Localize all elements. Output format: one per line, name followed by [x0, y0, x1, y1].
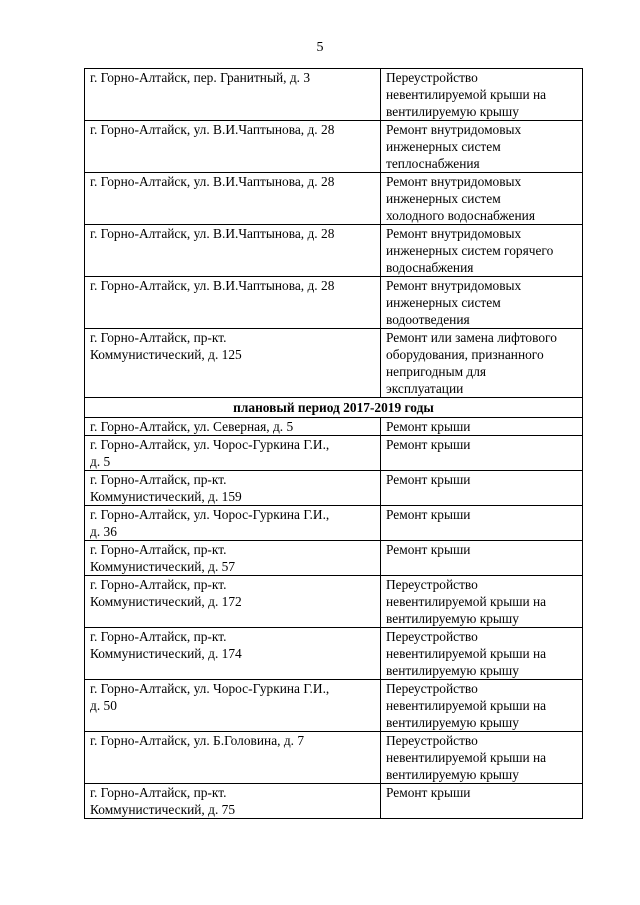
address-cell: г. Горно-Алтайск, пр-кт. Коммунистический, д. 172 — [85, 576, 381, 628]
work-type-cell: Ремонт внутридомовых инженерных систем водоотведения — [381, 277, 583, 329]
table-row — [85, 121, 583, 173]
work-type-cell: Переустройство невентилируемой крыши на вентилируемую крышу — [381, 576, 583, 628]
work-type-cell: Переустройство невентилируемой крыши на вентилируемую крышу — [381, 732, 583, 784]
work-type-cell: Переустройство невентилируемой крыши на вентилируемую крышу — [381, 628, 583, 680]
table-row — [85, 418, 583, 436]
works-table-body — [85, 69, 583, 819]
address-cell: г. Горно-Алтайск, пер. Гранитный, д. 3 — [85, 69, 381, 121]
table-row — [85, 732, 583, 784]
section-title: плановый период 2017-2019 годы — [85, 398, 583, 418]
table-row — [85, 173, 583, 225]
address-cell: г. Горно-Алтайск, ул. В.И.Чаптынова, д. 28 — [85, 121, 381, 173]
address-cell: г. Горно-Алтайск, ул. Б.Головина, д. 7 — [85, 732, 381, 784]
table-row — [85, 541, 583, 576]
page-number: 5 — [316, 40, 324, 55]
table-row — [85, 784, 583, 819]
work-type-cell: Переустройство невентилируемой крыши на вентилируемую крышу — [381, 69, 583, 121]
work-type-cell: Ремонт крыши — [381, 506, 583, 541]
table-row — [85, 69, 583, 121]
address-cell: г. Горно-Алтайск, ул. В.И.Чаптынова, д. 28 — [85, 173, 381, 225]
table-row — [85, 471, 583, 506]
address-cell: г. Горно-Алтайск, ул. Чорос-Гуркина Г.И., д. 5 — [85, 436, 381, 471]
work-type-cell: Ремонт крыши — [381, 471, 583, 506]
works-table — [84, 68, 583, 819]
address-cell: г. Горно-Алтайск, ул. В.И.Чаптынова, д. 28 — [85, 225, 381, 277]
work-type-cell: Ремонт крыши — [381, 436, 583, 471]
table-row — [85, 680, 583, 732]
table-row — [85, 436, 583, 471]
address-cell: г. Горно-Алтайск, ул. Чорос-Гуркина Г.И., д. 36 — [85, 506, 381, 541]
table-row — [85, 225, 583, 277]
table-row — [85, 576, 583, 628]
address-cell: г. Горно-Алтайск, ул. Чорос-Гуркина Г.И., д. 50 — [85, 680, 381, 732]
address-cell: г. Горно-Алтайск, пр-кт. Коммунистический, д. 75 — [85, 784, 381, 819]
work-type-cell: Переустройство невентилируемой крыши на вентилируемую крышу — [381, 680, 583, 732]
address-cell: г. Горно-Алтайск, ул. Северная, д. 5 — [85, 418, 381, 436]
table-row — [85, 277, 583, 329]
address-cell: г. Горно-Алтайск, ул. В.И.Чаптынова, д. 28 — [85, 277, 381, 329]
work-type-cell: Ремонт внутридомовых инженерных систем горячего водоснабжения — [381, 225, 583, 277]
work-type-cell: Ремонт крыши — [381, 541, 583, 576]
address-cell: г. Горно-Алтайск, пр-кт. Коммунистический, д. 159 — [85, 471, 381, 506]
work-type-cell: Ремонт крыши — [381, 784, 583, 819]
table-row — [85, 628, 583, 680]
table-row — [85, 506, 583, 541]
table-row — [85, 329, 583, 398]
section-row — [85, 398, 583, 418]
address-cell: г. Горно-Алтайск, пр-кт. Коммунистический, д. 57 — [85, 541, 381, 576]
work-type-cell: Ремонт или замена лифтового оборудования, признанного непригодным для эксплуатации — [381, 329, 583, 398]
work-type-cell: Ремонт внутридомовых инженерных систем теплоснабжения — [381, 121, 583, 173]
address-cell: г. Горно-Алтайск, пр-кт. Коммунистический, д. 174 — [85, 628, 381, 680]
work-type-cell: Ремонт крыши — [381, 418, 583, 436]
address-cell: г. Горно-Алтайск, пр-кт. Коммунистический, д. 125 — [85, 329, 381, 398]
work-type-cell: Ремонт внутридомовых инженерных систем холодного водоснабжения — [381, 173, 583, 225]
